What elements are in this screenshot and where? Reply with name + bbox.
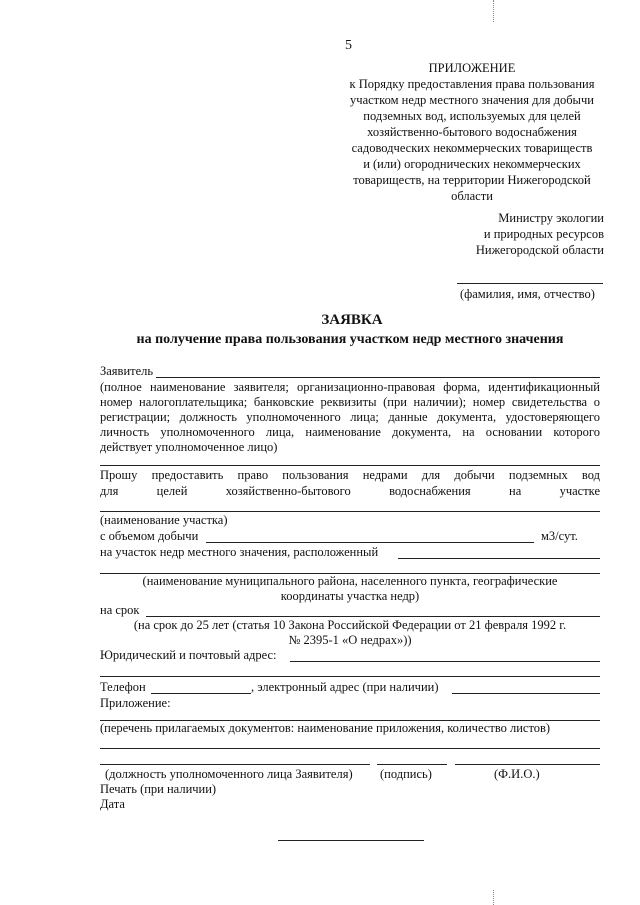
attachment-field-extra[interactable] [100,748,600,749]
seal-label: Печать (при наличии) [100,782,217,796]
attachment-hint: (перечень прилагаемых документов: наименование приложения, количество листов) [100,721,551,735]
appendix-line: области [451,189,493,203]
address-field[interactable] [290,661,600,662]
document-title: ЗАЯВКА [321,312,383,328]
appendix-block [330,60,614,204]
location-hint-line: координаты участка недр) [280,589,420,603]
addressee-name-field[interactable] [457,283,603,284]
appendix-line: к Порядку предоставления права пользования [349,77,595,91]
address-label: Юридический и почтовый адрес: [100,648,277,662]
scan-artifact [493,890,496,905]
addressee-line: Министру экологии [498,211,604,225]
document-subtitle: на получение права пользования участком недр местного значения [136,332,564,347]
applicant-hint-line: номер налогоплательщика; банковские реквизиты (при наличии); номер свидетельства о [100,395,600,409]
request-line: для целей хозяйственно-бытового водоснабжения на участке [100,484,600,498]
applicant-field-extra[interactable] [100,465,600,466]
end-divider [278,840,424,841]
volume-field[interactable] [206,542,534,543]
volume-label: с объемом добычи [100,529,199,543]
appendix-line: хозяйственно-бытового водоснабжения [367,125,577,139]
term-hint-line: № 2395-1 «О недрах»)) [288,633,412,647]
location-hint-line: (наименование муниципального района, населенного пункта, географические [142,574,558,588]
position-hint: (должность уполномоченного лица Заявителя) [105,767,353,781]
applicant-hint-line: (полное наименование заявителя; организационно-правовая форма, идентификационный [100,380,600,394]
addressee-block [430,210,604,258]
email-label: , электронный адрес (при наличии) [251,680,439,694]
addressee-line: и природных ресурсов [483,227,604,241]
applicant-field[interactable] [156,377,600,378]
applicant-hint-line: личность уполномоченного лица, наименование документа, на основании которого [100,425,600,439]
attachment-label: Приложение: [100,696,171,710]
signature-hint: (подпись) [380,767,432,781]
addressee-line: Нижегородской области [475,243,604,257]
addressee-name-hint: (фамилия, имя, отчество) [460,287,595,301]
applicant-hint-line: регистрации; должность уполномоченного лица; данные документа, удостоверяющего [100,410,600,424]
term-label: на срок [100,603,140,617]
appendix-line: садоводческих некоммерческих товариществ [351,141,593,155]
location-label: на участок недр местного значения, расположенный [100,545,379,559]
scan-artifact [493,0,496,22]
appendix-line: и (или) огороднических некоммерческих [363,157,581,171]
fio-hint: (Ф.И.О.) [494,767,540,781]
signature-field[interactable] [377,764,447,765]
request-line: Прошу предоставить право пользования недрами для добычи подземных вод [100,468,600,482]
term-field[interactable] [146,616,600,617]
email-field[interactable] [452,693,600,694]
address-field-extra[interactable] [100,676,600,677]
term-hint-line: (на срок до 25 лет (статья 10 Закона Российской Федерации от 21 февраля 1992 г. [133,618,567,632]
phone-label: Телефон [100,680,146,694]
site-name-hint: (наименование участка) [100,513,228,527]
appendix-line: участком недр местного значения для добычи [350,93,594,107]
site-name-field[interactable] [100,511,600,512]
appendix-title: ПРИЛОЖЕНИЕ [428,61,516,75]
location-field[interactable] [398,558,600,559]
page-number: 5 [345,38,352,53]
position-field[interactable] [100,764,370,765]
appendix-line: подземных вод, используемых для целей [363,109,581,123]
phone-field[interactable] [151,693,251,694]
applicant-label: Заявитель [100,364,154,378]
fio-field[interactable] [455,764,600,765]
appendix-line: товариществ, на территории Нижегородской [353,173,591,187]
date-label: Дата [100,797,125,811]
applicant-hint-line: действует уполномоченное лицо) [100,440,278,454]
volume-unit: м3/сут. [541,529,578,543]
